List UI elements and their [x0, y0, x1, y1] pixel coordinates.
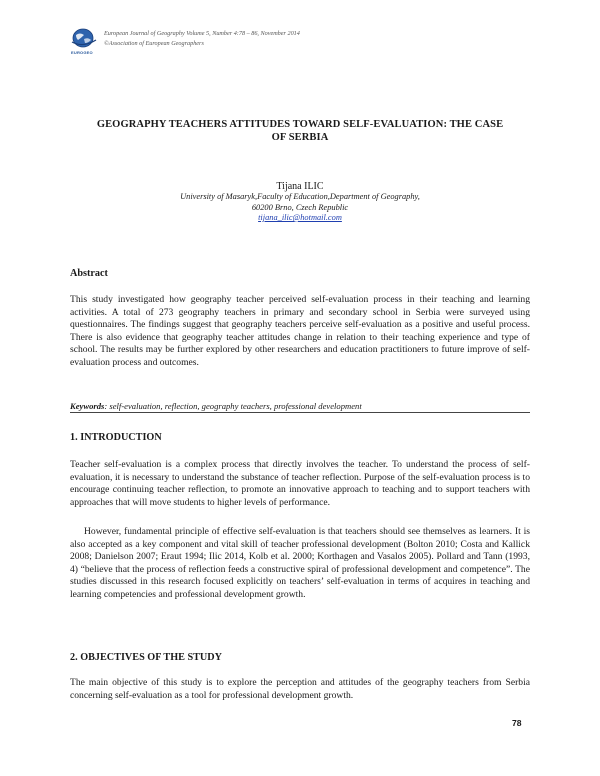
abstract-heading: Abstract — [70, 268, 108, 279]
author-name: Tijana ILIC — [276, 181, 324, 192]
title-line-1: GEOGRAPHY TEACHERS ATTITUDES TOWARD SELF-EVALUATION: THE CASE — [96, 119, 504, 130]
journal-header — [70, 22, 530, 58]
author-affiliation — [70, 192, 530, 224]
affiliation-line-1: University of Masaryk,Faculty of Education,Department of Geography, — [180, 192, 420, 201]
introduction-paragraph-1: Teacher self-evaluation is a complex process that directly involves the teacher. To understand the process of self-evaluation, it is necessary to understand the substance of teacher reflection. Purpose of the self-evaluation process is to encourage continuing teacher reflection, to promote an innovative approach to teaching and to support teachers with approaches that will move students to higher levels of performance. — [70, 459, 530, 508]
keywords-label: Keywords — [70, 401, 105, 411]
keywords-divider — [70, 412, 530, 413]
journal-citation: European Journal of Geography Volume 5, Number 4:78 – 86, November 2014 — [104, 30, 300, 37]
abstract-text: This study investigated how geography teacher perceived self-evaluation process in their teaching and learning activities. A total of 273 geography teachers in primary and secondary school in Serbia were surveyed using questionnaires. The findings suggest that geography teachers perceive self-evaluation as a positive and useful process. There is also evidence that geography teacher attitudes change in relation to their teaching experience and type of school. The results may be further explored by other researchers and education practitioners to future improve of self-evaluation process and outcomes. — [70, 294, 530, 368]
title-line-2: OF SERBIA — [271, 132, 329, 143]
introduction-paragraph-2: However, fundamental principle of effective self-evaluation is that teachers should see themselves as learners. It is also accepted as a key component and vital skill of teacher professional development (Bolton 2010; Costa and Kallick 2008; Danielson 2007; Eraut 1994; Ilic 2014, Kolb et al. 2000; Korthagen and Vasalos 2005). Pollard and Tann (1993, 4) “believe that the process of reflection feeds a constructive spiral of professional development and competence”. The studies discussed in this research focused explicitly on teachers’ self-evaluation in terms of acquires in teaching and learning competencies and professional development growth. — [70, 526, 530, 600]
affiliation-line-2: 60200 Brno, Czech Republic — [251, 202, 349, 212]
logo-text: EUROGEO — [71, 50, 93, 55]
keywords-line — [70, 401, 530, 411]
paper-title — [70, 118, 530, 144]
author-email-link[interactable]: tijana_ilic@hotmail.com — [258, 213, 342, 222]
introduction-heading: 1. INTRODUCTION — [70, 432, 162, 443]
association-copyright: ©Association of European Geographers — [104, 40, 204, 47]
keywords-text: : self-evaluation, reflection, geography teachers, professional development — [104, 401, 362, 411]
page-number: 78 — [512, 718, 522, 728]
objectives-heading: 2. OBJECTIVES OF THE STUDY — [70, 652, 223, 663]
eurogeo-logo — [70, 28, 100, 56]
globe-icon — [70, 28, 100, 50]
objectives-paragraph-1: The main objective of this study is to explore the perception and attitudes of the geography teachers from Serbia concerning self-evaluation as a tool for professional development growth. — [70, 677, 530, 701]
